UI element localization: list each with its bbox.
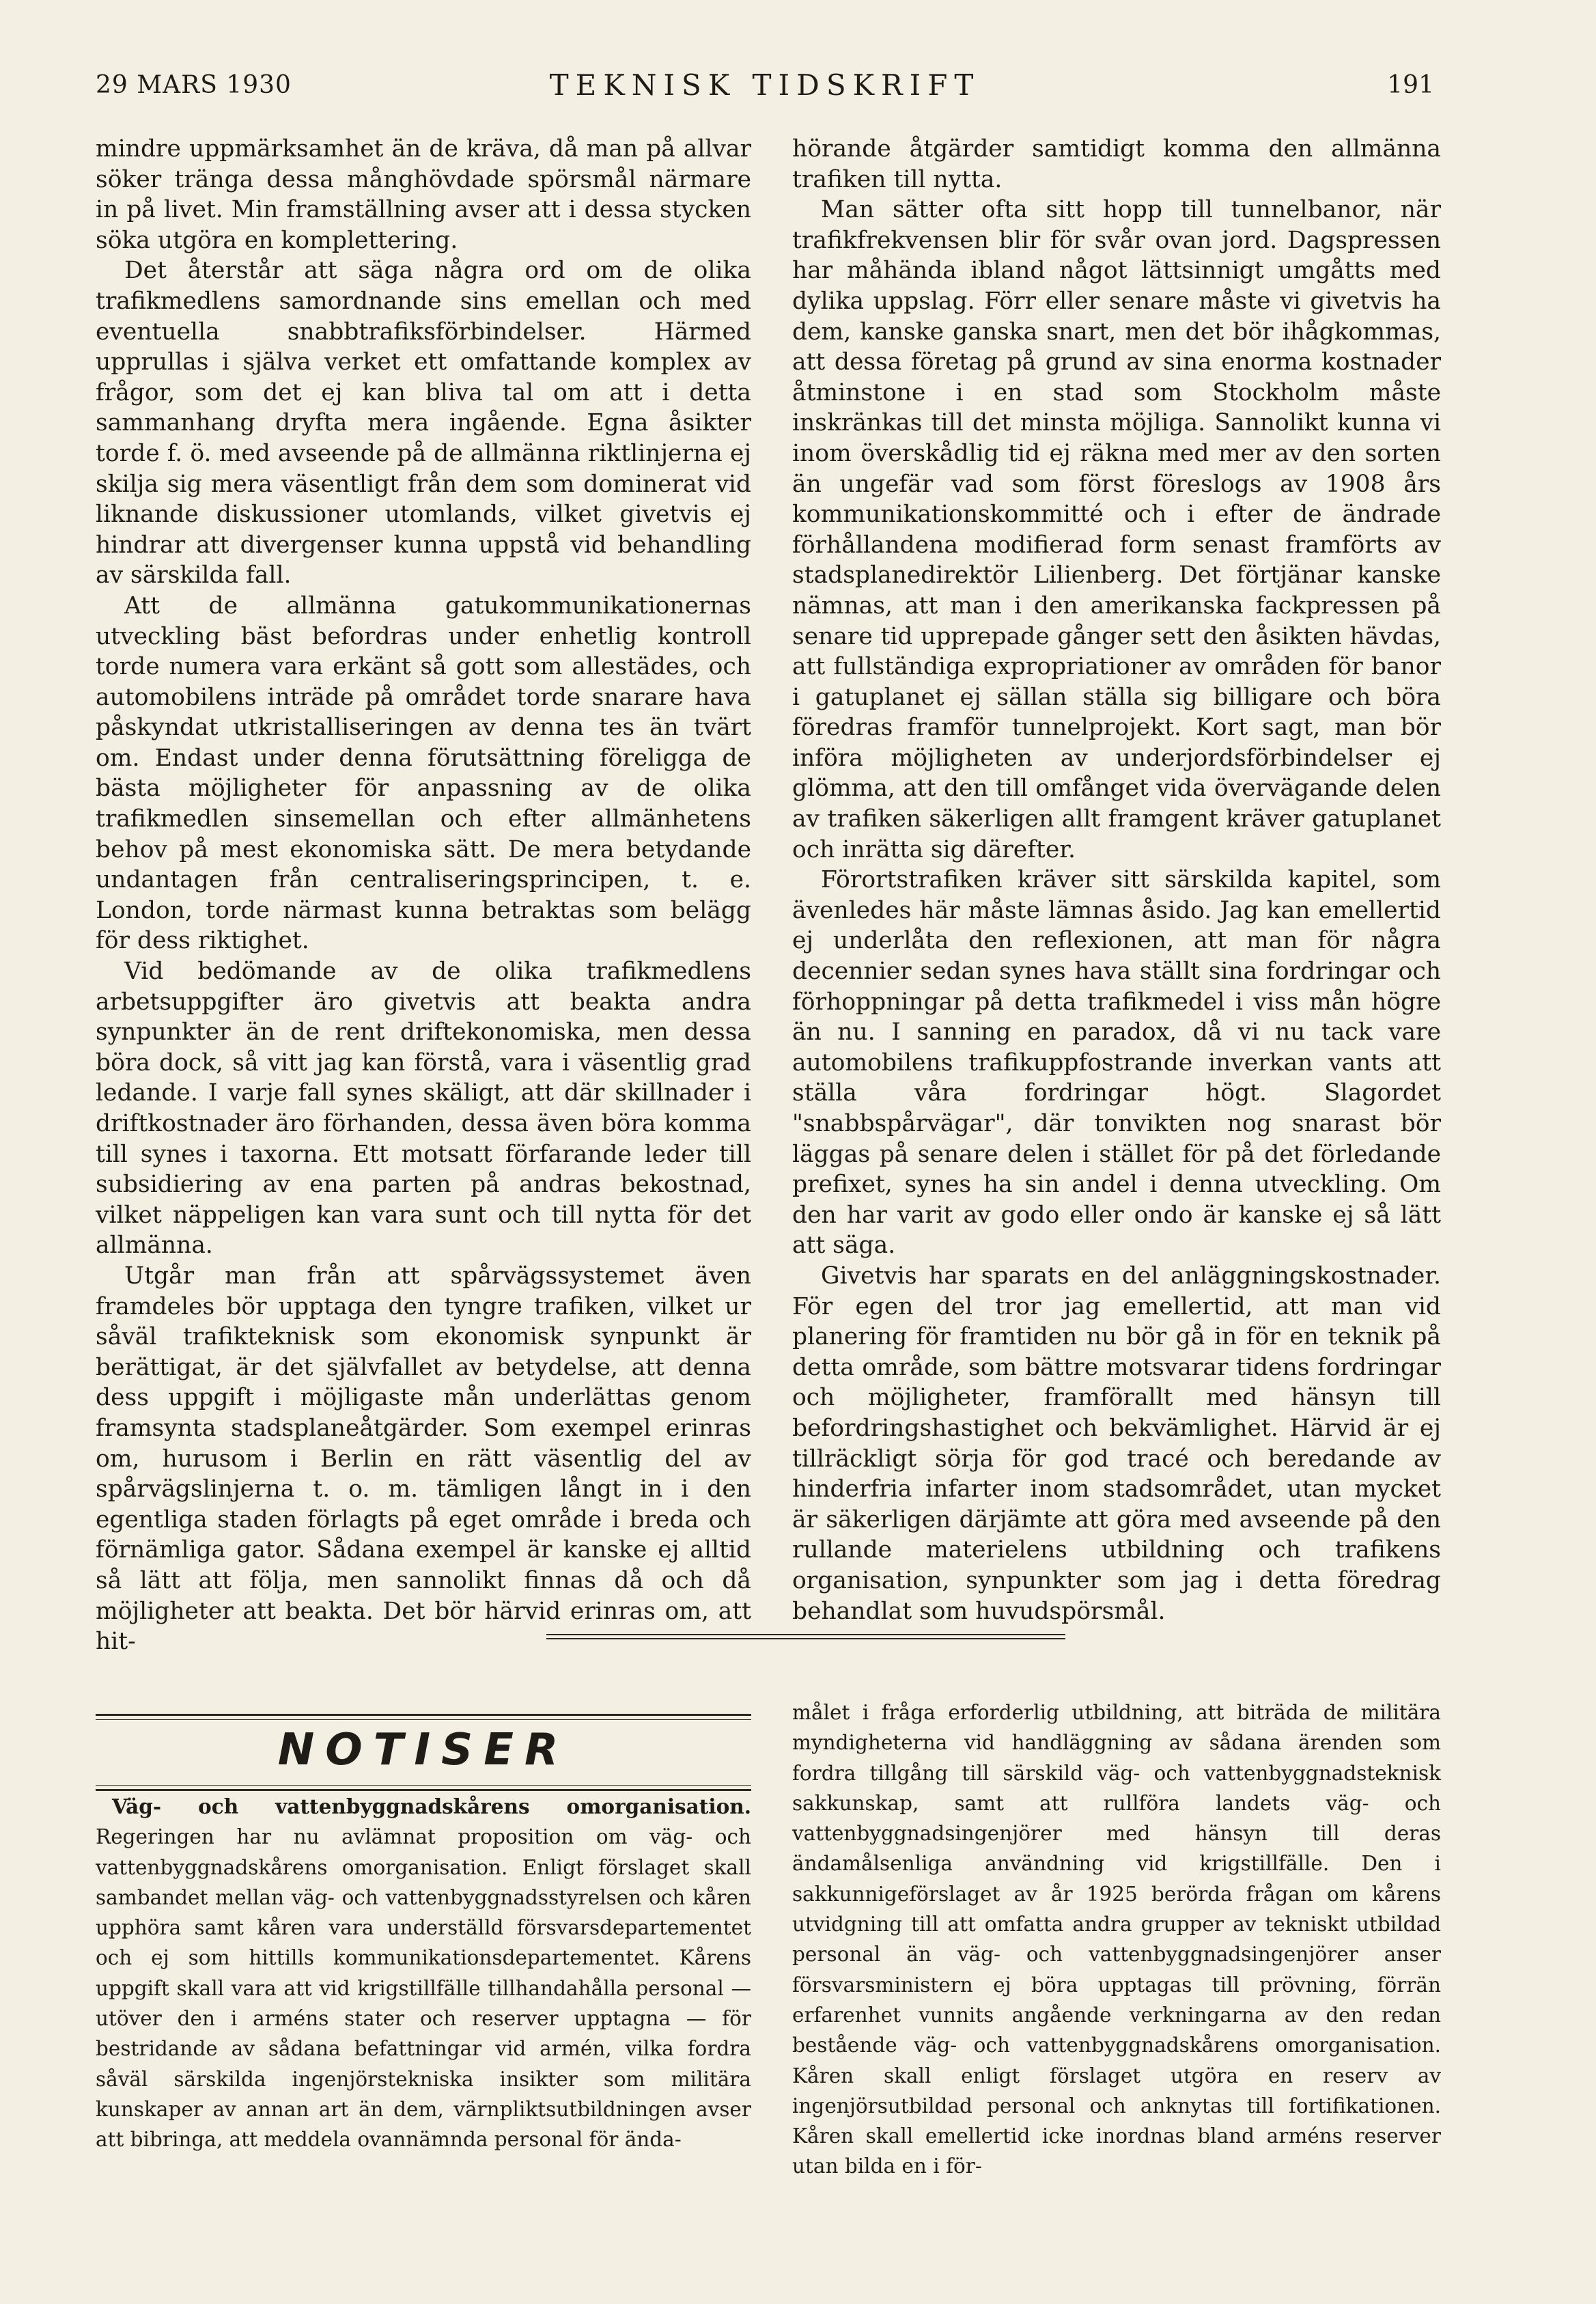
issue-date: 29 MARS 1930 xyxy=(96,71,292,99)
article-paragraph: Att de allmänna gatukommunikationernas utveckling bäst befordras under enhetlig kontroll torde numera vara erkänt så gott som allestädes, och automobilens inträde på området torde snarare hava påskyndat utkristalliseringen av denna tes än tvärt om. Endast under denna förutsättning föreligga de bästa möjligheter för anpassning av de olika trafikmedlen sinsemellan och efter allmänhetens behov på mest ekonomiska sätt. De mera betydande undantagen från centraliseringsprincipen, t. e. London, torde närmast kunna betraktas som belägg för dess riktighet. xyxy=(96,592,751,955)
notice-item-title: Väg- och vattenbyggnadskårens omorganisation. xyxy=(112,1794,751,1818)
article-column-right xyxy=(792,134,1441,1626)
heading-rule xyxy=(96,1714,751,1716)
page-number: 191 xyxy=(1387,71,1434,99)
article-paragraph: Man sätter ofta sitt hopp till tunnelbanor, när trafikfrekvensen blir för svår ovan jord. Dagspressen har måhända ibland något lättsinnigt umgåtts med dylika uppslag. Förr eller senare måste vi givetvis ha dem, kanske ganska snart, men det bör ihågkommas, att dessa företag på grund av sina enorma kostnader åtminstone i en stad som Stockholm måste inskränkas till det minsta möjliga. Sannolikt kunna vi inom överskådlig tid ej räkna med mer av den sorten än ungefär vad som först föreslogs av 1908 års kommunikationskommitté och i efter de ändrade förhållandena modifierad form senast framförts av stadsplanedirektör Lilienberg. Det förtjänar kanske nämnas, att man i den amerikanska fackpressen på senare tid upprepade gånger sett den åsikten hävdas, att fullständiga expropriationer av områden för banor i gatuplanet ej sällan ställa sig billigare och böra föredras framför tunnelprojekt. Kort sagt, man bör införa möjligheten av underjordsförbindelser ej glömma, att den till omfånget vida övervägande delen av trafiken säkerligen allt framgent kräver gatuplanet och inrätta sig därefter. xyxy=(792,196,1441,863)
heading-rule xyxy=(96,1785,751,1786)
article-column-left xyxy=(96,134,751,1657)
article-paragraph: Utgår man från att spårvägssystemet även framdeles bör upptaga den tyngre trafiken, vilket ur såväl trafikteknisk som ekonomisk synpunkt är berättigat, är det självfallet av betydelse, att denna dess uppgift i möjligaste mån underlättas genom framsynta stadsplaneåtgärder. Som exempel erinras om, hurusom i Berlin en rätt väsentlig del av spårvägslinjerna t. o. m. tämligen långt in i den egentliga staden förlagts på eget område i breda och förnämliga gator. Sådana exempel är kanske ej alltid så lätt att följa, men sannolikt finnas då och då möjligheter att beakta. Det bör härvid erinras om, att hit- xyxy=(96,1262,751,1656)
notice-paragraph xyxy=(96,1792,751,2155)
heading-rule xyxy=(96,1789,751,1791)
notice-column-left xyxy=(96,1792,751,2155)
notice-text: Regeringen har nu avlämnat proposition om väg- och vattenbyggnadskårens omorganisation. Enligt förslaget skall sambandet mellan väg- och vattenbyggnadsstyrelsen och kåren upphöra samt kåren vara underställd försvarsdepartementet och ej som hittills kommunikationsdepartementet. Kårens uppgift skall vara att vid krigstillfälle tillhandahålla personal — utöver den i arméns stater och reserver upptagna — för bestridande av sådana befattningar vid armén, vilka fordra såväl särskilda ingenjörstekniska insikter som militära kunskaper av annan art än dem, värnpliktsutbildningen avser att bibringa, att meddela ovannämnda personal för ända- xyxy=(96,1825,751,2152)
article-paragraph: mindre uppmärksamhet än de kräva, då man på allvar söker tränga dessa månghövdade spörsmål närmare in på livet. Min framställning avser att i dessa stycken söka utgöra en komplettering. xyxy=(96,135,751,254)
article-paragraph: Vid bedömande av de olika trafikmedlens arbetsuppgifter äro givetvis att beakta andra synpunkter än de rent driftekonomiska, men dessa böra dock, så vitt jag kan förstå, vara i väsentlig grad ledande. I varje fall synes skäligt, att där skillnader i driftkostnader äro förhanden, dessa även böra komma till synes i taxorna. Ett motsatt förfarande leder till subsidiering av ena parten på andras bekostnad, vilket näppeligen kan vara sunt och till nytta för det allmänna. xyxy=(96,958,751,1260)
notice-paragraph: målet i fråga erforderlig utbildning, att biträda de militära myndigheterna vid handläggning av sådana ärenden som fordra tillgång till särskild väg- och vattenbyggnadsteknisk sakkunskap, samt att rullföra landets väg- och vattenbyggnadsingenjörer med hänsyn till deras ändamålsenliga användning vid krigstillfälle. Den i sakkunnigeförslaget av år 1925 berörda frågan om kårens utvidgning till att omfatta andra grupper av tekniskt utbildad personal än väg- och vattenbyggnadsingenjörer anser försvarsministern ej böra upptagas till prövning, förrän erfarenhet vunnits angående verkningarna av den redan bestående väg- och vattenbyggnadskårens omorganisation. Kåren skall enligt förslaget utgöra en reserv av ingenjörsutbildad personal och anknytas till fortifikationen. Kåren skall emellertid icke inordnas bland arméns reserver utan bilda en i för- xyxy=(792,1701,1441,2178)
notices-section-title: NOTISER xyxy=(277,1725,570,1775)
article-paragraph: Det återstår att säga några ord om de olika trafikmedlens samordnande sins emellan och med eventuella snabbtrafiksförbindelser. Härmed upprullas i själva verket ett omfattande komplex av frågor, som det ej kan bliva tal om att i detta sammanhang dryfta mera ingående. Egna åsikter torde f. ö. med avseende på de allmänna riktlinjerna ej skilja sig mera väsentligt från dem som dominerat vid liknande diskussioner utomlands, vilket givetvis ej hindrar att divergenser kunna uppstå vid behandling av särskilda fall. xyxy=(96,257,751,589)
article-paragraph: Givetvis har sparats en del anläggningskostnader. För egen del tror jag emellertid, att man vid planering för framtiden nu bör gå in för en teknik på detta område, som bättre motsvarar tidens fordringar och möjligheter, framförallt med hänsyn till befordringshastighet och bekvämlighet. Härvid är ej tillräckligt sörja för god tracé och beredande av hinderfria infarter inom stadsområdet, utan mycket är säkerligen därjämte att göra med avseende på den rullande materielens utbildning och trafikens organisation, synpunkter som jag i detta föredrag behandlat som huvudspörsmål. xyxy=(792,1262,1441,1625)
article-paragraph: hörande åtgärder samtidigt komma den allmänna trafiken till nytta. xyxy=(792,135,1441,193)
notices-heading-box xyxy=(96,1714,751,1790)
journal-title: TEKNISK TIDSKRIFT xyxy=(549,68,981,102)
article-paragraph: Förortstrafiken kräver sitt särskilda kapitel, som ävenledes här måste lämnas åsido. Jag kan emellertid ej underlåta den reflexionen, att man för några decennier sedan synes hava ställt sina fordringar och förhoppningar på detta trafikmedel i viss mån högre än nu. I sanning en paradox, då vi nu tack vare automobilens trafikuppfostrande inverkan vants att ställa våra fordringar högt. Slagordet "snabbspårvägar", där tonvikten nog snarast bör läggas på senare delen i stället för på det förledande prefixet, synes ha sin andel i denna utveckling. Om den har varit av godo eller ondo är kanske ej så lätt att säga. xyxy=(792,866,1441,1260)
heading-rule xyxy=(96,1719,751,1720)
running-header xyxy=(96,68,1434,109)
notice-column-right xyxy=(792,1697,1441,2182)
section-divider xyxy=(546,1634,1065,1639)
